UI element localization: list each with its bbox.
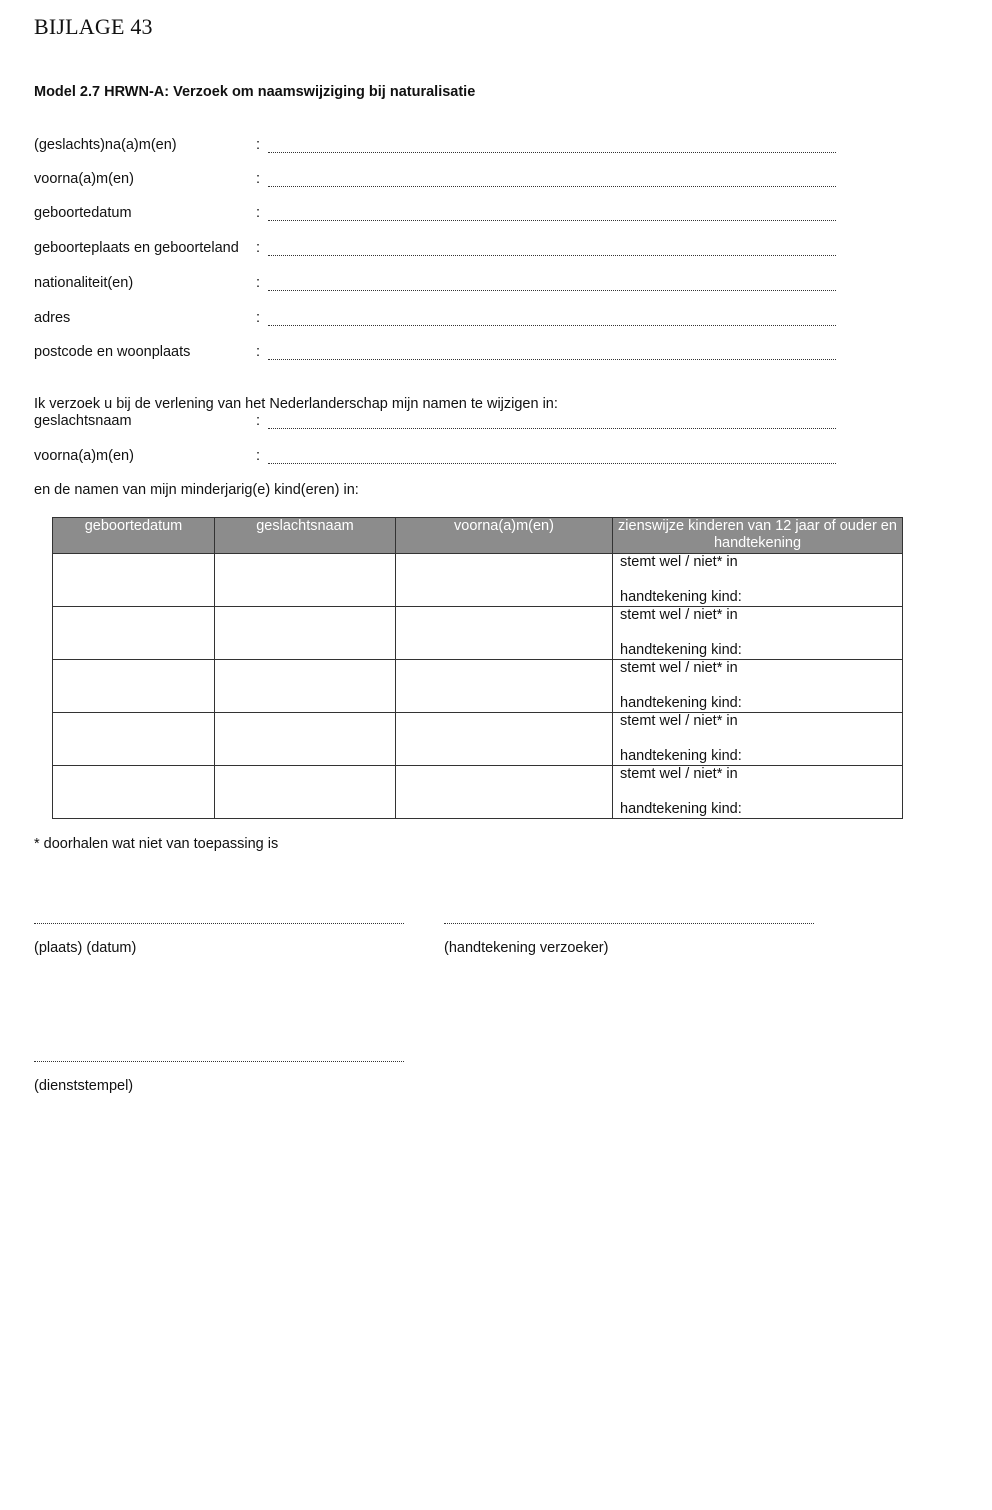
field-label: geboorteplaats en geboorteland bbox=[34, 240, 239, 256]
field-colon: : bbox=[256, 310, 261, 326]
consent-text: stemt wel / niet* in bbox=[620, 554, 738, 570]
cell-opinion[interactable] bbox=[613, 660, 903, 713]
field-label: geslachtsnaam bbox=[34, 413, 132, 429]
field-new-surname[interactable] bbox=[34, 413, 854, 433]
field-label: adres bbox=[34, 310, 71, 326]
field-birth-date[interactable] bbox=[34, 205, 854, 225]
cell-surname[interactable] bbox=[215, 766, 396, 819]
place-date-line[interactable] bbox=[34, 923, 404, 924]
fill-in-line[interactable] bbox=[268, 290, 836, 291]
cell-birth-date[interactable] bbox=[53, 554, 215, 607]
place-date-label: (plaats) (datum) bbox=[34, 940, 137, 956]
child-signature-label: handtekening kind: bbox=[620, 589, 742, 605]
cell-first-names[interactable] bbox=[396, 607, 613, 660]
cell-opinion[interactable] bbox=[613, 607, 903, 660]
table-row bbox=[53, 766, 903, 819]
fill-in-line[interactable] bbox=[268, 186, 836, 187]
field-colon: : bbox=[256, 171, 261, 187]
table-row bbox=[53, 554, 903, 607]
field-postcode-residence[interactable] bbox=[34, 344, 854, 364]
cell-first-names[interactable] bbox=[396, 766, 613, 819]
column-header-surname: geslachtsnaam bbox=[215, 518, 396, 554]
column-header-birth-date: geboortedatum bbox=[53, 518, 215, 554]
field-colon: : bbox=[256, 448, 261, 464]
field-birth-place-country[interactable] bbox=[34, 240, 854, 260]
table-row bbox=[53, 660, 903, 713]
stamp-label: (dienststempel) bbox=[34, 1078, 134, 1094]
fill-in-line[interactable] bbox=[268, 359, 836, 360]
field-nationality[interactable] bbox=[34, 275, 854, 295]
cell-first-names[interactable] bbox=[396, 554, 613, 607]
field-label: (geslachts)na(a)m(en) bbox=[34, 137, 177, 153]
field-colon: : bbox=[256, 240, 261, 256]
cell-opinion[interactable] bbox=[613, 554, 903, 607]
applicant-signature-label: (handtekening verzoeker) bbox=[444, 940, 609, 956]
column-header-opinion-signature: zienswijze kinderen van 12 jaar of ouder en handtekening bbox=[613, 518, 903, 554]
field-colon: : bbox=[256, 413, 261, 429]
field-label: geboortedatum bbox=[34, 205, 132, 221]
field-new-first-names[interactable] bbox=[34, 448, 854, 468]
model-title: Model 2.7 HRWN-A: Verzoek om naamswijziging bij naturalisatie bbox=[34, 84, 476, 100]
consent-text: stemt wel / niet* in bbox=[620, 713, 738, 729]
field-colon: : bbox=[256, 344, 261, 360]
child-signature-label: handtekening kind: bbox=[620, 801, 742, 817]
fill-in-line[interactable] bbox=[268, 255, 836, 256]
field-label: postcode en woonplaats bbox=[34, 344, 191, 360]
cell-birth-date[interactable] bbox=[53, 766, 215, 819]
table-header-row bbox=[53, 518, 903, 554]
field-first-names[interactable] bbox=[34, 171, 854, 191]
children-intro: en de namen van mijn minderjarig(e) kind(eren) in: bbox=[34, 482, 359, 498]
field-label: nationaliteit(en) bbox=[34, 275, 134, 291]
annex-title: BIJLAGE 43 bbox=[34, 14, 153, 39]
child-signature-label: handtekening kind: bbox=[620, 748, 742, 764]
cell-birth-date[interactable] bbox=[53, 607, 215, 660]
cell-surname[interactable] bbox=[215, 713, 396, 766]
consent-text: stemt wel / niet* in bbox=[620, 766, 738, 782]
child-signature-label: handtekening kind: bbox=[620, 642, 742, 658]
field-address[interactable] bbox=[34, 310, 854, 330]
fill-in-line[interactable] bbox=[268, 220, 836, 221]
children-table bbox=[52, 517, 903, 819]
stamp-line[interactable] bbox=[34, 1061, 404, 1062]
cell-first-names[interactable] bbox=[396, 660, 613, 713]
fill-in-line[interactable] bbox=[268, 463, 836, 464]
fill-in-line[interactable] bbox=[268, 152, 836, 153]
cell-birth-date[interactable] bbox=[53, 713, 215, 766]
table-row bbox=[53, 607, 903, 660]
column-header-first-names: voorna(a)m(en) bbox=[396, 518, 613, 554]
consent-text: stemt wel / niet* in bbox=[620, 660, 738, 676]
field-label: voorna(a)m(en) bbox=[34, 171, 134, 187]
field-colon: : bbox=[256, 137, 261, 153]
cell-surname[interactable] bbox=[215, 554, 396, 607]
field-label: voorna(a)m(en) bbox=[34, 448, 134, 464]
field-colon: : bbox=[256, 275, 261, 291]
cell-opinion[interactable] bbox=[613, 766, 903, 819]
footnote: * doorhalen wat niet van toepassing is bbox=[34, 836, 279, 852]
fill-in-line[interactable] bbox=[268, 428, 836, 429]
cell-birth-date[interactable] bbox=[53, 660, 215, 713]
request-text: Ik verzoek u bij de verlening van het Nederlanderschap mijn namen te wijzigen in: bbox=[34, 396, 558, 412]
table-row bbox=[53, 713, 903, 766]
cell-opinion[interactable] bbox=[613, 713, 903, 766]
field-surname[interactable] bbox=[34, 137, 854, 157]
consent-text: stemt wel / niet* in bbox=[620, 607, 738, 623]
cell-first-names[interactable] bbox=[396, 713, 613, 766]
child-signature-label: handtekening kind: bbox=[620, 695, 742, 711]
cell-surname[interactable] bbox=[215, 660, 396, 713]
cell-surname[interactable] bbox=[215, 607, 396, 660]
fill-in-line[interactable] bbox=[268, 325, 836, 326]
applicant-signature-line[interactable] bbox=[444, 923, 814, 924]
field-colon: : bbox=[256, 205, 261, 221]
